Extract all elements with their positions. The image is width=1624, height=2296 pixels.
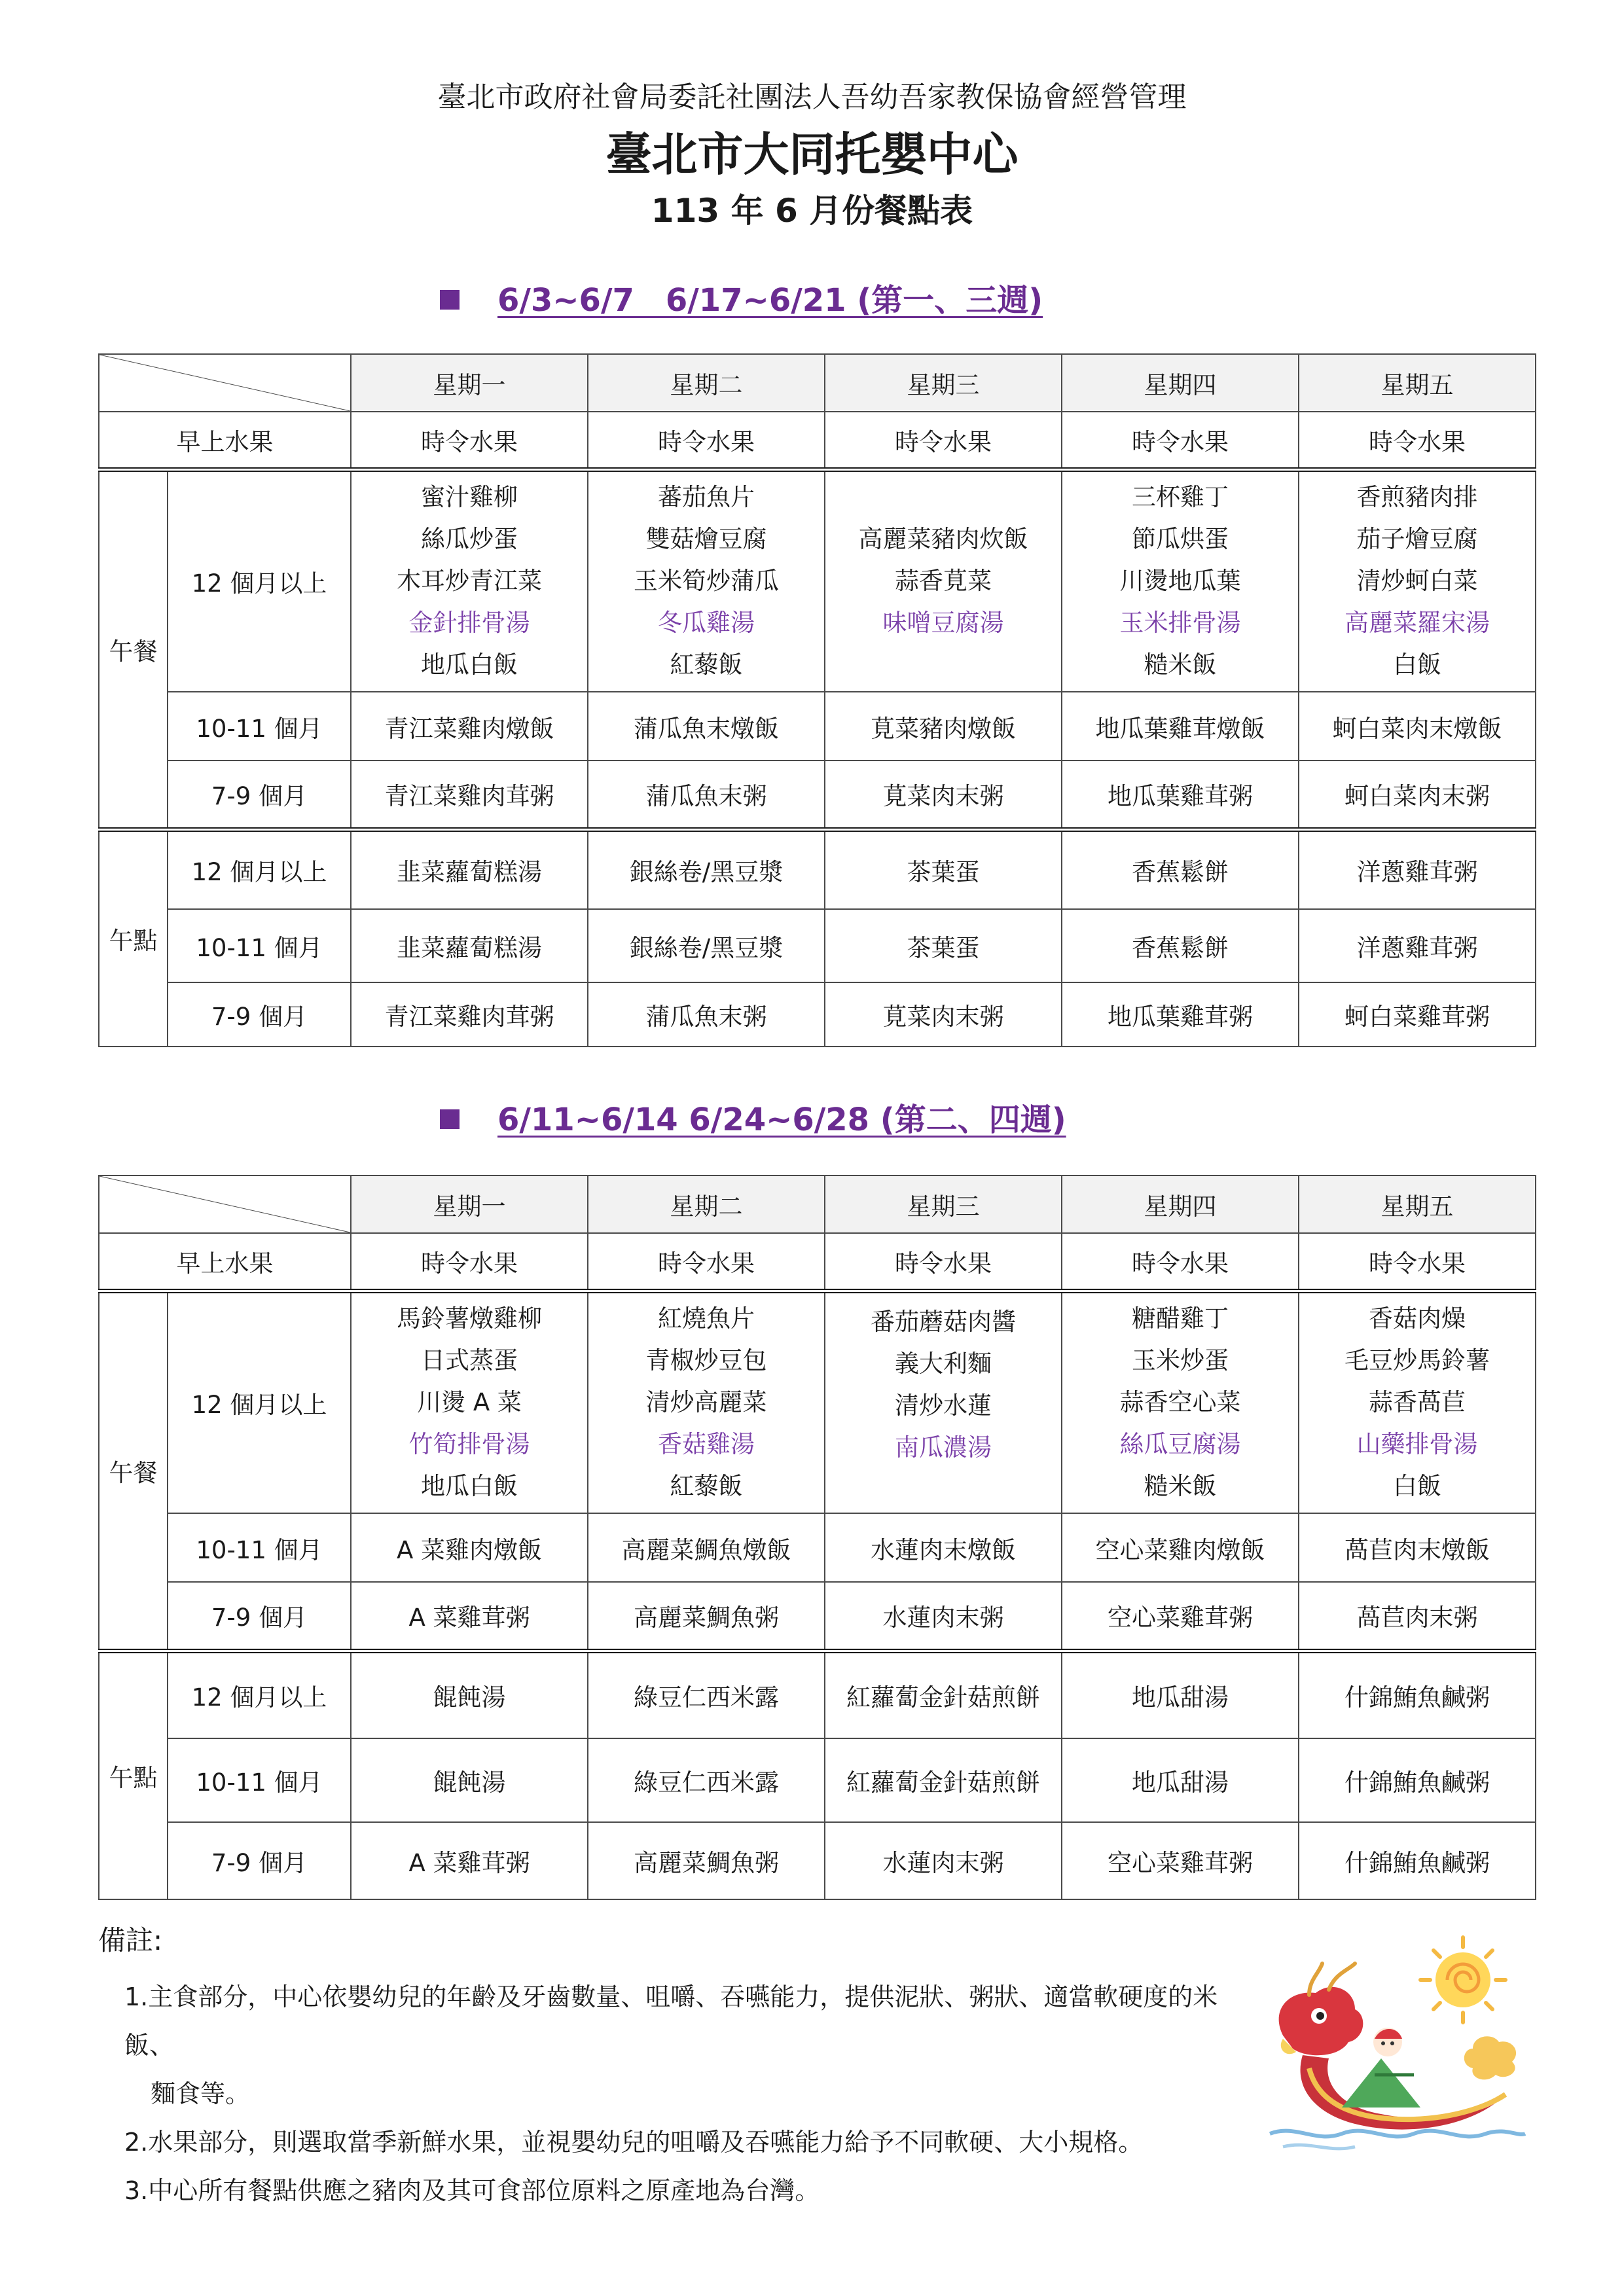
meal-cell: 地瓜葉雞茸燉飯 xyxy=(1062,692,1299,761)
age-label: 12 個月以上 xyxy=(168,469,351,692)
day-header: 星期三 xyxy=(825,1175,1062,1233)
meal-cell: 香蕉鬆餅 xyxy=(1062,909,1299,982)
fruit-cell: 時令水果 xyxy=(351,412,588,469)
age-label: 10-11 個月 xyxy=(168,1738,351,1822)
dragon-head xyxy=(1279,1964,1363,2055)
lunch-7m-row xyxy=(99,1582,1536,1651)
lunch-cell xyxy=(1299,1291,1536,1513)
day-header: 星期五 xyxy=(1299,1175,1536,1233)
lunch-cell xyxy=(825,469,1062,692)
day-header: 星期二 xyxy=(588,1175,825,1233)
staple: 地瓜白飯 xyxy=(421,1472,518,1501)
soup: 高麗菜羅宋湯 xyxy=(1344,609,1490,637)
note-item: 3.中心所有餐點供應之豬肉及其可食部位原料之原產地為台灣。 xyxy=(124,2176,820,2205)
meal-cell: 銀絲卷/黑豆漿 xyxy=(588,829,825,909)
meal-cell: 萵苣肉末燉飯 xyxy=(1299,1513,1536,1582)
breakfast-label: 早上水果 xyxy=(99,1233,351,1291)
week2-title: 6/11~6/14 6/24~6/28 (第二、四週) xyxy=(497,1102,1066,1138)
dish: 糖醋雞丁 xyxy=(1132,1304,1229,1333)
week2-table xyxy=(98,1175,1536,1900)
meal-cell: A 菜雞茸粥 xyxy=(351,1822,588,1899)
dish: 蒜香萵苣 xyxy=(1369,1388,1466,1417)
dish: 蜜汁雞柳 xyxy=(421,483,518,512)
fruit-cell: 時令水果 xyxy=(1062,412,1299,469)
age-label: 10-11 個月 xyxy=(168,909,351,982)
lunch-10m-row xyxy=(99,692,1536,761)
lunch-cell xyxy=(588,469,825,692)
corner-diagonal-cell xyxy=(99,354,351,412)
dish: 三杯雞丁 xyxy=(1132,483,1229,512)
snack-label: 午點 xyxy=(99,829,168,1047)
day-header: 星期一 xyxy=(351,1175,588,1233)
dish: 蕃茄魚片 xyxy=(658,483,755,512)
age-label: 7-9 個月 xyxy=(168,1582,351,1651)
meal-cell: 高麗菜鯛魚粥 xyxy=(588,1822,825,1899)
fruit-cell: 時令水果 xyxy=(588,412,825,469)
staple: 糙米飯 xyxy=(1144,1472,1217,1501)
day-header: 星期二 xyxy=(588,354,825,412)
bullet-square-icon xyxy=(440,1109,460,1129)
meal-cell: 韭菜蘿蔔糕湯 xyxy=(351,909,588,982)
meal-cell: 綠豆仁西米露 xyxy=(588,1651,825,1738)
dish: 日式蒸蛋 xyxy=(421,1346,518,1375)
fruit-cell: 時令水果 xyxy=(1299,412,1536,469)
meal-cell: 地瓜葉雞茸粥 xyxy=(1062,982,1299,1047)
fruit-cell: 時令水果 xyxy=(351,1233,588,1291)
breakfast-row xyxy=(99,1233,1536,1291)
fruit-cell: 時令水果 xyxy=(825,1233,1062,1291)
meal-cell: 茶葉蛋 xyxy=(825,909,1062,982)
meal-cell: 蚵白菜肉末燉飯 xyxy=(1299,692,1536,761)
age-label: 12 個月以上 xyxy=(168,829,351,909)
dish: 茄子燴豆腐 xyxy=(1356,525,1478,554)
cloud-icon xyxy=(1464,2036,1516,2079)
week2-heading xyxy=(440,1094,1066,1139)
meal-cell: 銀絲卷/黑豆漿 xyxy=(588,909,825,982)
center-name: 臺北市大同托嬰中心 xyxy=(605,128,1019,181)
week1-heading xyxy=(440,275,1043,320)
fruit-cell: 時令水果 xyxy=(825,412,1062,469)
age-label: 7-9 個月 xyxy=(168,982,351,1047)
meal-cell: 香蕉鬆餅 xyxy=(1062,829,1299,909)
staple: 白飯 xyxy=(1393,1472,1441,1501)
lunch-cell xyxy=(351,469,588,692)
soup: 玉米排骨湯 xyxy=(1119,609,1241,637)
day-header: 星期四 xyxy=(1062,1175,1299,1233)
meal-cell: 空心菜雞肉燉飯 xyxy=(1062,1513,1299,1582)
lunch-label: 午餐 xyxy=(99,469,168,829)
lunch-label: 午餐 xyxy=(99,1291,168,1651)
snack-7m-row xyxy=(99,982,1536,1047)
note-item: 1.主食部分，中心依嬰幼兒的年齡及牙齒數量、咀嚼、吞嚥能力，提供泥狀、粥狀、適當軟硬度的米飯、 xyxy=(124,1982,1218,2060)
dish: 紅燒魚片 xyxy=(658,1304,755,1333)
soup: 味噌豆腐湯 xyxy=(882,609,1004,637)
meal-cell: 紅蘿蔔金針菇煎餅 xyxy=(825,1738,1062,1822)
sun-icon xyxy=(1420,1937,1506,2022)
snack-label: 午點 xyxy=(99,1651,168,1899)
meal-cell: 蚵白菜雞茸粥 xyxy=(1299,982,1536,1047)
snack-10m-row xyxy=(99,1738,1536,1822)
snack-10m-row xyxy=(99,909,1536,982)
meal-cell: 地瓜甜湯 xyxy=(1062,1738,1299,1822)
meal-cell: 綠豆仁西米露 xyxy=(588,1738,825,1822)
day-header: 星期五 xyxy=(1299,354,1536,412)
week1-title: 6/3~6/7 6/17~6/21 (第一、三週) xyxy=(497,282,1043,319)
dish: 絲瓜炒蛋 xyxy=(421,525,518,554)
dish: 雙菇燴豆腐 xyxy=(645,525,767,554)
day-header: 星期一 xyxy=(351,354,588,412)
age-label: 7-9 個月 xyxy=(168,761,351,829)
meal-cell: 青江菜雞肉茸粥 xyxy=(351,761,588,829)
meal-cell: 蒲瓜魚末粥 xyxy=(588,761,825,829)
soup: 冬瓜雞湯 xyxy=(658,609,755,637)
meal-cell: 地瓜葉雞茸粥 xyxy=(1062,761,1299,829)
age-label: 12 個月以上 xyxy=(168,1291,351,1513)
meal-cell: A 菜雞茸粥 xyxy=(351,1582,588,1651)
dish: 玉米筍炒蒲瓜 xyxy=(634,567,779,596)
lunch-cell xyxy=(588,1291,825,1513)
lunch-10m-row xyxy=(99,1513,1536,1582)
water-waves xyxy=(1270,2131,1525,2149)
meal-cell: 水蓮肉末燉飯 xyxy=(825,1513,1062,1582)
lunch-7m-row xyxy=(99,761,1536,829)
dish: 木耳炒青江菜 xyxy=(397,567,542,596)
meal-cell: 莧菜豬肉燉飯 xyxy=(825,692,1062,761)
meal-cell: 洋蔥雞茸粥 xyxy=(1299,909,1536,982)
dish: 清炒高麗菜 xyxy=(645,1388,767,1417)
staple: 紅藜飯 xyxy=(670,651,743,679)
soup: 絲瓜豆腐湯 xyxy=(1119,1430,1241,1459)
staple: 白飯 xyxy=(1393,651,1441,679)
snack-7m-row xyxy=(99,1822,1536,1899)
meal-cell: 莧菜肉末粥 xyxy=(825,761,1062,829)
staple: 糙米飯 xyxy=(1144,651,1217,679)
header-row xyxy=(99,1175,1536,1233)
meal-cell: 紅蘿蔔金針菇煎餅 xyxy=(825,1651,1062,1738)
snack-12m-row xyxy=(99,829,1536,909)
note-item: 2.水果部分，則選取當季新鮮水果，並視嬰幼兒的咀嚼及吞嚥能力給予不同軟硬、大小規格。 xyxy=(124,2128,1144,2157)
soup: 香菇雞湯 xyxy=(658,1430,755,1459)
meal-cell: 空心菜雞茸粥 xyxy=(1062,1822,1299,1899)
dish: 清炒水蓮 xyxy=(895,1391,992,1420)
age-label: 10-11 個月 xyxy=(168,692,351,761)
dish: 川燙 A 菜 xyxy=(417,1388,522,1417)
dish: 節瓜烘蛋 xyxy=(1132,525,1229,554)
meal-cell: 青江菜雞肉燉飯 xyxy=(351,692,588,761)
dish: 香煎豬肉排 xyxy=(1356,483,1478,512)
dish: 清炒蚵白菜 xyxy=(1356,567,1478,596)
dish: 馬鈴薯燉雞柳 xyxy=(397,1304,542,1333)
corner-diagonal-cell xyxy=(99,1175,351,1233)
meal-cell: 什錦鮪魚鹹粥 xyxy=(1299,1651,1536,1738)
soup: 竹筍排骨湯 xyxy=(408,1430,530,1459)
meal-cell: 高麗菜鯛魚粥 xyxy=(588,1582,825,1651)
staple: 地瓜白飯 xyxy=(421,651,518,679)
header-row xyxy=(99,354,1536,412)
fruit-cell: 時令水果 xyxy=(1062,1233,1299,1291)
soup: 山藥排骨湯 xyxy=(1356,1430,1478,1459)
day-header: 星期四 xyxy=(1062,354,1299,412)
staple: 紅藜飯 xyxy=(670,1472,743,1501)
day-header: 星期三 xyxy=(825,354,1062,412)
lunch-12m-row xyxy=(99,469,1536,692)
soup: 金針排骨湯 xyxy=(408,609,530,637)
breakfast-row xyxy=(99,412,1536,469)
meal-cell: 蚵白菜肉末粥 xyxy=(1299,761,1536,829)
meal-cell: 洋蔥雞茸粥 xyxy=(1299,829,1536,909)
dish: 義大利麵 xyxy=(895,1349,992,1378)
soup: 南瓜濃湯 xyxy=(895,1433,992,1462)
notes-title: 備註: xyxy=(98,1924,163,1956)
meal-cell: 餛飩湯 xyxy=(351,1738,588,1822)
lunch-cell xyxy=(351,1291,588,1513)
dish: 蒜香空心菜 xyxy=(1119,1388,1241,1417)
bullet-square-icon xyxy=(440,290,460,310)
menu-title: 113 年 6 月份餐點表 xyxy=(651,192,973,230)
dragon-boat-illustration xyxy=(1257,1918,1532,2160)
age-label: 10-11 個月 xyxy=(168,1513,351,1582)
fruit-cell: 時令水果 xyxy=(588,1233,825,1291)
org-line: 臺北市政府社會局委託社團法人吾幼吾家教保協會經營管理 xyxy=(437,81,1187,114)
lunch-12m-row xyxy=(99,1291,1536,1513)
meal-cell: 萵苣肉末粥 xyxy=(1299,1582,1536,1651)
dish: 番茄蘑菇肉醬 xyxy=(871,1307,1016,1336)
lunch-cell xyxy=(1062,1291,1299,1513)
dish: 香菇肉燥 xyxy=(1369,1304,1466,1333)
lunch-cell xyxy=(1062,469,1299,692)
meal-cell: 莧菜肉末粥 xyxy=(825,982,1062,1047)
meal-cell: 蒲瓜魚末燉飯 xyxy=(588,692,825,761)
breakfast-label: 早上水果 xyxy=(99,412,351,469)
dish: 玉米炒蛋 xyxy=(1132,1346,1229,1375)
dish: 蒜香莧菜 xyxy=(895,567,992,596)
meal-cell: 水蓮肉末粥 xyxy=(825,1822,1062,1899)
age-label: 7-9 個月 xyxy=(168,1822,351,1899)
dish: 高麗菜豬肉炊飯 xyxy=(858,525,1028,554)
meal-cell: 空心菜雞茸粥 xyxy=(1062,1582,1299,1651)
meal-cell: 水蓮肉末粥 xyxy=(825,1582,1062,1651)
meal-cell: 茶葉蛋 xyxy=(825,829,1062,909)
notes-section xyxy=(98,1919,1250,2215)
dish: 青椒炒豆包 xyxy=(645,1346,767,1375)
meal-cell: 地瓜甜湯 xyxy=(1062,1651,1299,1738)
meal-cell: A 菜雞肉燉飯 xyxy=(351,1513,588,1582)
dish: 毛豆炒馬鈴薯 xyxy=(1344,1346,1490,1375)
meal-cell: 高麗菜鯛魚燉飯 xyxy=(588,1513,825,1582)
meal-cell: 蒲瓜魚末粥 xyxy=(588,982,825,1047)
week1-table xyxy=(98,353,1536,1047)
fruit-cell: 時令水果 xyxy=(1299,1233,1536,1291)
age-label: 12 個月以上 xyxy=(168,1651,351,1738)
note-item: 麵食等。 xyxy=(151,2079,251,2108)
meal-cell: 什錦鮪魚鹹粥 xyxy=(1299,1738,1536,1822)
meal-cell: 什錦鮪魚鹹粥 xyxy=(1299,1822,1536,1899)
meal-cell: 青江菜雞肉茸粥 xyxy=(351,982,588,1047)
lunch-cell xyxy=(1299,469,1536,692)
meal-cell: 韭菜蘿蔔糕湯 xyxy=(351,829,588,909)
snack-12m-row xyxy=(99,1651,1536,1738)
meal-cell: 餛飩湯 xyxy=(351,1651,588,1738)
lunch-cell xyxy=(825,1291,1062,1513)
dish: 川燙地瓜葉 xyxy=(1119,567,1241,596)
